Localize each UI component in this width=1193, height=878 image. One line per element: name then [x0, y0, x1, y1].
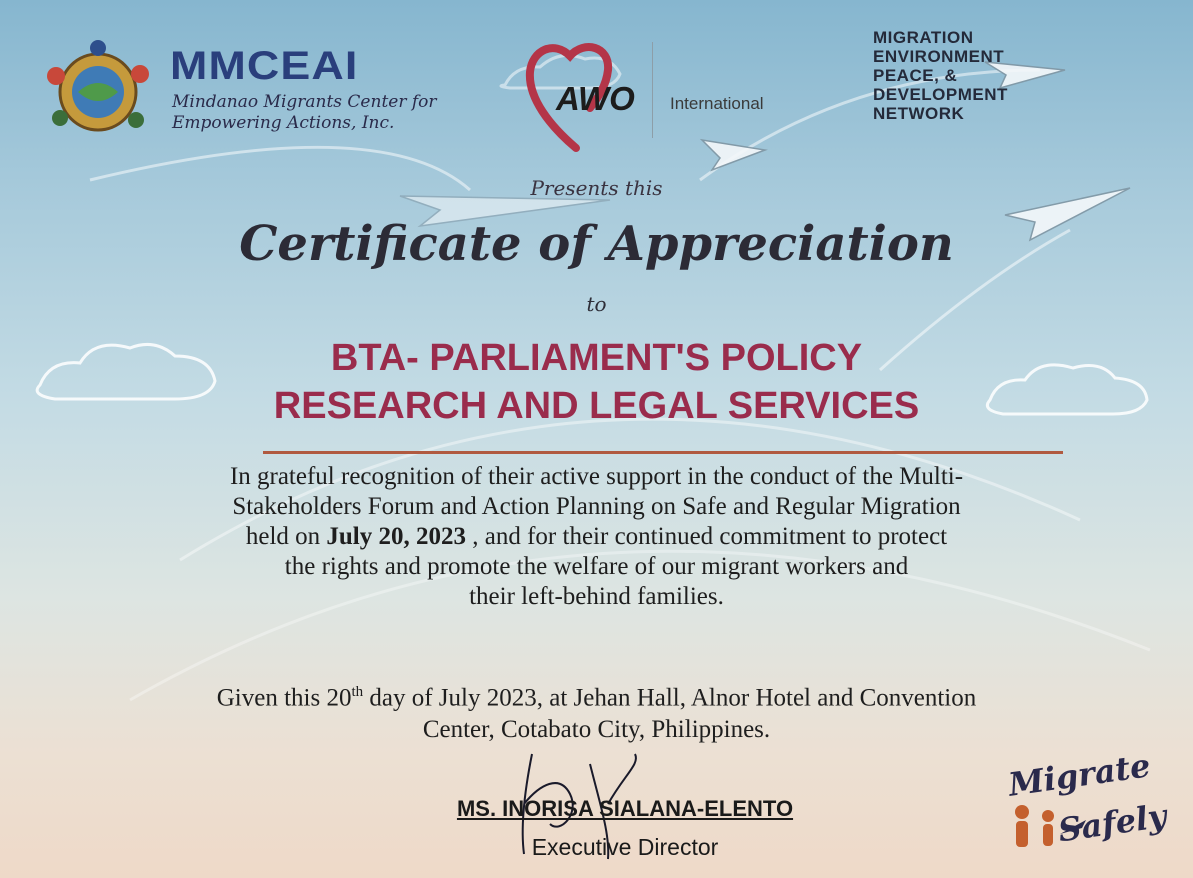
awo-divider	[652, 42, 653, 138]
recipient-line2: RESEARCH AND LEGAL SERVICES	[273, 385, 920, 427]
mepd-line: MIGRATION	[873, 28, 974, 47]
divider-rule	[263, 451, 1063, 454]
given-line2: Center, Cotabato City, Philippines.	[422, 716, 771, 744]
given-pre: Given this 20	[216, 684, 352, 712]
presents-text: Presents this	[530, 176, 663, 200]
body-line5: their left-behind families.	[469, 583, 724, 610]
body-line3-post: , and for their continued commitment to protect	[466, 523, 948, 550]
body-line4: the rights and promote the welfare of our migrant workers and	[284, 553, 909, 580]
body-line3	[80, 522, 1113, 552]
awo-logo	[520, 36, 790, 156]
recipient-line1: BTA- PARLIAMENT'S POLICY	[330, 337, 863, 379]
body-line3-pre: held on	[245, 523, 327, 550]
event-date: July 20, 2023	[326, 523, 467, 550]
migrate-text: Migrate	[1006, 746, 1153, 804]
awo-international: International	[670, 94, 764, 113]
body-line1: In grateful recognition of their active support in the conduct of the Multi-	[229, 463, 964, 490]
mmceai-name: MMCEAI	[170, 44, 359, 88]
mmceai-subtitle	[172, 92, 472, 134]
mepd-line: ENVIRONMENT	[873, 47, 1005, 66]
recognition-text	[80, 462, 1113, 612]
signatory-name: MS. INORISA SIALANA-ELENTO	[456, 796, 794, 821]
body-line2: Stakeholders Forum and Action Planning on Safe and Regular Migration	[232, 493, 961, 520]
given-text	[80, 676, 1113, 746]
mepd-line: DEVELOPMENT	[873, 85, 1008, 104]
mmceai-emblem-icon	[38, 38, 162, 142]
mmceai-logo	[38, 38, 458, 148]
mmceai-subtitle-line2: Empowering Actions, Inc.	[172, 113, 395, 133]
mepd-line: NETWORK	[873, 104, 965, 123]
mepd-network-logo	[873, 28, 1073, 123]
given-line1	[80, 676, 1113, 714]
migrate-safely-logo	[1000, 746, 1180, 870]
mmceai-subtitle-line1: Mindanao Migrants Center for	[172, 92, 437, 112]
recipient-name	[0, 334, 1193, 430]
safely-text: Safely	[1055, 796, 1169, 850]
awo-name: AWO	[556, 80, 635, 117]
mepd-line: PEACE, &	[873, 66, 958, 85]
given-sup: th	[351, 684, 364, 700]
given-post: day of July 2023, at Jehan Hall, Alnor Hotel and Convention	[363, 684, 977, 712]
certificate-title: Certificate of Appreciation	[239, 216, 954, 272]
to-text: to	[586, 292, 607, 316]
signatory-title: Executive Director	[531, 834, 719, 860]
